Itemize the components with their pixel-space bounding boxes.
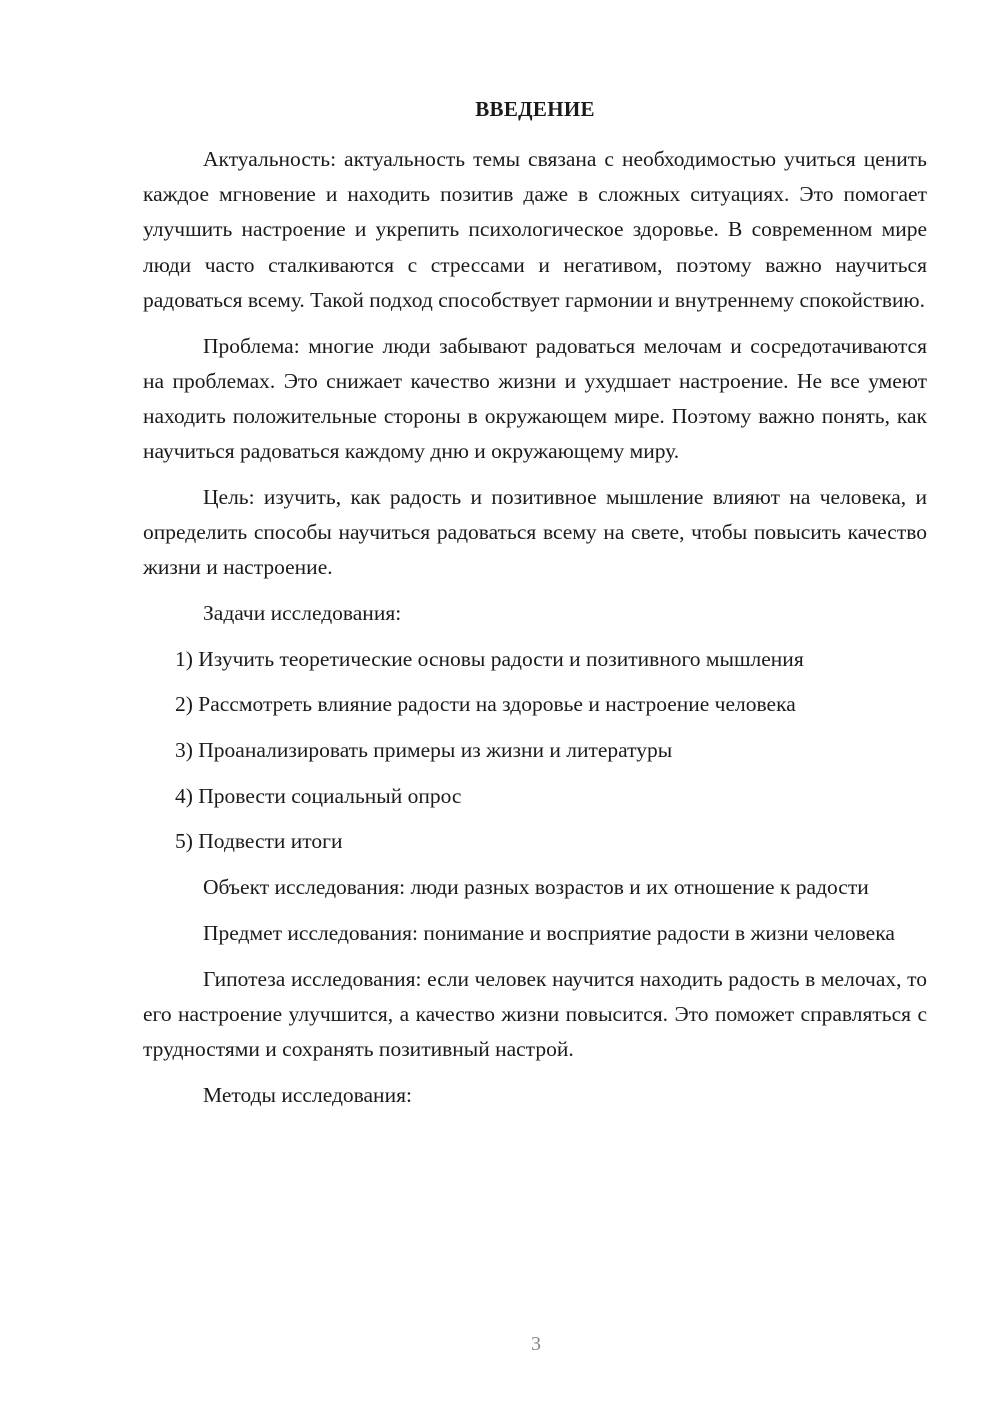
section-title: ВВЕДЕНИЕ xyxy=(475,97,595,121)
paragraph-relevance: Актуальность: актуальность темы связана с необходимостью учиться ценить каждое мгновение и находить позитив даже в сложных ситуациях. Это помогает улучшить настроение и укрепить психологическое здоровье. В современном мире люди часто сталкиваются с стрессами и негативом, поэтому важно научиться радоваться всему. Такой подход способствует гармонии и внутреннему спокойствию. xyxy=(143,147,927,312)
paragraph-methods: Методы исследования: xyxy=(203,1082,412,1107)
paragraph-hypothesis: Гипотеза исследования: если человек научится находить радость в мелочах, то его настроение улучшится, а качество жизни повысится. Это поможет справляться с трудностями и сохранять позитивный настрой. xyxy=(143,966,927,1061)
task-item: 2) Рассмотреть влияние радости на здоровье и настроение человека xyxy=(175,692,796,717)
task-item: 4) Провести социальный опрос xyxy=(175,783,462,808)
paragraph-subject: Предмет исследования: понимание и восприятие радости в жизни человека xyxy=(203,920,895,945)
tasks-heading: Задачи исследования: xyxy=(203,600,402,625)
document-page xyxy=(143,92,927,1123)
paragraph-object: Объект исследования: люди разных возрастов и их отношение к радости xyxy=(203,875,869,900)
task-item: 5) Подвести итоги xyxy=(175,829,343,854)
paragraph-problem: Проблема: многие люди забывают радоваться мелочам и сосредотачиваются на проблемах. Это снижает качество жизни и ухудшает настроение. Не все умеют находить положительные стороны в окружающем мире. Поэтому важно понять, как научиться радоваться каждому дню и окружающему миру. xyxy=(143,333,927,464)
paragraph-goal: Цель: изучить, как радость и позитивное мышление влияют на человека, и определить способы научиться радоваться всему на свете, чтобы повысить качество жизни и настроение. xyxy=(143,484,927,580)
task-item: 3) Проанализировать примеры из жизни и литературы xyxy=(175,738,673,763)
task-item: 1) Изучить теоретические основы радости и позитивного мышления xyxy=(175,646,804,671)
page-number: 3 xyxy=(531,1333,541,1355)
